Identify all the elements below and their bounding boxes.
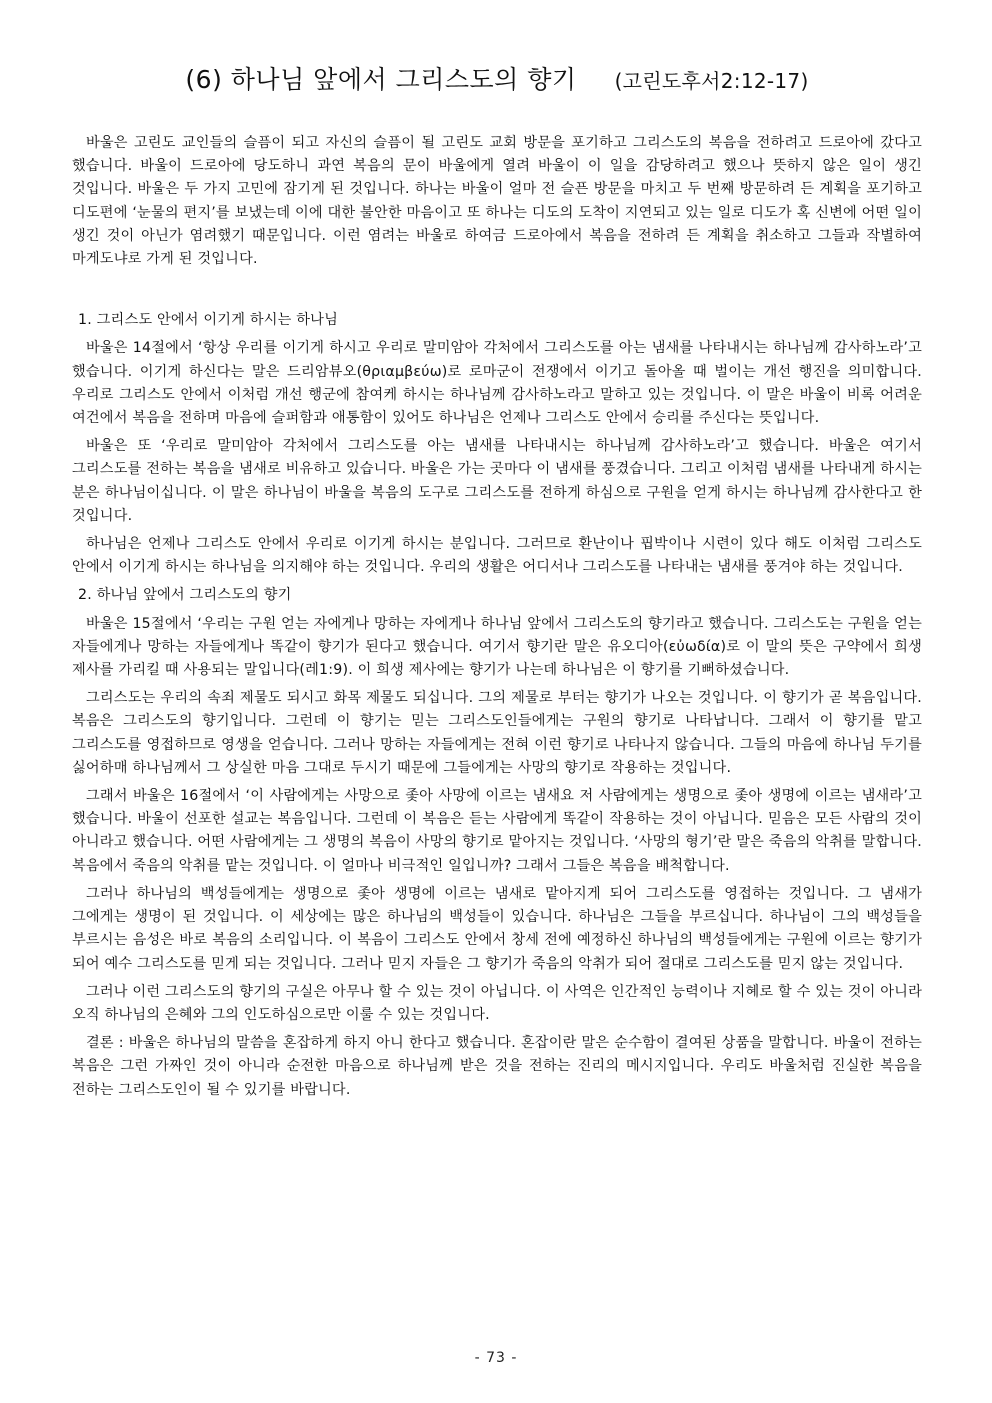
page-title: (6) 하나님 앞에서 그리스도의 향기 xyxy=(185,65,577,94)
title-row xyxy=(72,60,922,96)
conclusion-paragraph: 결론 : 바울은 하나님의 말씀을 혼잡하게 하지 아니 한다고 했습니다. 혼잡이란 말은 순수함이 결여된 상품을 말합니다. 바울이 전하는 복음은 그런 가짜인 것이 아니라 순전한 마음으로 하나님께 받은 것을 전하는 진리의 메시지입니다. 우리도 바울처럼 진실한 복음을 전하는 그리스도인이 될 수 있기를 바랍니다. xyxy=(72,1035,922,1098)
scripture-reference: (고린도후서2:12-17) xyxy=(614,69,809,93)
section2-paragraph: 바울은 15절에서 ‘우리는 구원 얻는 자에게나 망하는 자에게나 하나님 앞에서 그리스도의 향기라고 했습니다. 그리스도는 구원을 얻는 자들에게나 망하는 자들에게나 똑같이 향기가 된다고 했습니다. 여기서 향기란 말은 유오디아(εὐωδία)로 이 말의 뜻은 구약에서 희생 제사를 가리킬 때 사용되는 말입니다(레1:9). 이 희생 제사에는 향기가 나는데 하나님은 이 향기를 기뻐하셨습니다. xyxy=(72,615,922,679)
intro-paragraph: 바울은 고린도 교인들의 슬픔이 되고 자신의 슬픔이 될 고린도 교회 방문을 포기하고 그리스도의 복음을 전하려고 드로아에 갔다고 했습니다. 바울이 드로아에 당도하니 과연 복음의 문이 바울에게 열려 바울이 이 일을 감당하려고 했으나 뜻하지 않은 일이 생긴 것입니다. 바울은 두 가지 고민에 잠기게 된 것입니다. 하나는 바울이 얼마 전 슬픈 방문을 마치고 두 번째 방문하려 든 계획을 포기하고 디도편에 ‘눈물의 편지’를 보냈는데 이에 대한 불안한 마음이고 또 하나는 디도의 도착이 지연되고 있는 일로 디도가 혹 신변에 어떤 일이 생긴 것이 아닌가 염려했기 때문입니다. 이런 염려는 바울로 하여금 드로아에서 복음을 전하려 든 계획을 취소하고 그들과 작별하여 마게도냐로 가게 된 것입니다. xyxy=(72,135,922,268)
section1-paragraph: 하나님은 언제나 그리스도 안에서 우리로 이기게 하시는 분입니다. 그러므로 환난이나 핍박이나 시련이 있다 해도 이처럼 그리스도 안에서 이기게 하시는 하나님을 의지해야 하는 것입니다. 우리의 생활은 어디서나 그리스도를 나타내는 냄새를 풍겨야 하는 것입니다. xyxy=(72,536,922,576)
section1-paragraph: 바울은 또 ‘우리로 말미암아 각처에서 그리스도를 아는 냄새를 나타내시는 하나님께 감사하노라’고 했습니다. 바울은 여기서 그리스도를 전하는 복음을 냄새로 비유하고 있습니다. 바울은 가는 곳마다 이 냄새를 풍겼습니다. 그리고 이처럼 냄새를 나타내게 하시는 분은 하나님이십니다. 이 말은 하나님이 바울을 복음의 도구로 그리스도를 전하게 하심으로 구원을 얻게 하시는 하나님께 감사한다고 한 것입니다. xyxy=(72,438,922,524)
section1-paragraph: 바울은 14절에서 ‘항상 우리를 이기게 하시고 우리로 말미암아 각처에서 그리스도를 아는 냄새를 나타내시는 하나님께 감사하노라’고 했습니다. 이기게 하신다는 말은 드리암뷰오(θριαμβεύω)로 로마군이 전쟁에서 이기고 돌아올 때 벌이는 개선 행진을 의미합니다. 우리로 그리스도 안에서 이처럼 개선 행군에 참여케 하시는 하나님께 감사하노라고 말하고 있는 것입니다. 이 말은 바울이 비록 어려운 여건에서 복음을 전하며 마음에 슬퍼함과 애통함이 있어도 하나님은 언제나 그리스도 안에서 승리를 주신다는 뜻입니다. xyxy=(72,340,922,427)
document-page xyxy=(72,60,922,1107)
page-number: - 73 - xyxy=(474,1350,518,1366)
section2-paragraph: 그리스도는 우리의 속죄 제물도 되시고 화목 제물도 되십니다. 그의 제물로 부터는 향기가 나오는 것입니다. 이 향기가 곧 복음입니다. 복음은 그리스도의 향기입니다. 그런데 이 향기는 믿는 그리스도인들에게는 구원의 향기로 나타납니다. 그래서 이 향기를 맡고 그리스도를 영접하므로 영생을 얻습니다. 그러나 망하는 자들에게는 전혀 이런 향기로 나타나지 않습니다. 그들의 마음에 하나님 두기를 싫어하매 하나님께서 그 상실한 마음 그대로 두시기 때문에 그들에게는 사망의 향기로 작용하는 것입니다. xyxy=(72,690,922,776)
section-heading-2: 2. 하나님 앞에서 그리스도의 향기 xyxy=(78,587,292,604)
section2-paragraph: 그래서 바울은 16절에서 ‘이 사람에게는 사망으로 좇아 사망에 이르는 냄새요 저 사람에게는 생명으로 좇아 생명에 이르는 냄새라’고 했습니다. 바울이 선포한 설교는 복음입니다. 그런데 이 복음은 듣는 사람에게 똑같이 작용하는 것이 아닙니다. 믿음은 모든 사람의 것이 아니라고 했습니다. 어떤 사람에게는 그 생명의 복음이 사망의 향기로 맡아지는 것입니다. ‘사망의 형기’란 말은 죽음의 악취를 말합니다. 복음에서 죽음의 악취를 맡는 것입니다. 이 얼마나 비극적인 일입니까? 그래서 그들은 복음을 배척합니다. xyxy=(72,788,922,874)
section2-paragraph: 그러나 하나님의 백성들에게는 생명으로 좇아 생명에 이르는 냄새로 맡아지게 되어 그리스도를 영접하는 것입니다. 그 냄새가 그에게는 생명이 된 것입니다. 이 세상에는 많은 하나님의 백성들이 있습니다. 하나님은 그들을 부르십니다. 하나님이 그의 백성들을 부르시는 음성은 바로 복음의 소리입니다. 이 복음이 그리스도 안에서 창세 전에 예정하신 하나님의 백성들에게는 구원에 이르는 향기가 되어 예수 그리스도를 믿게 되는 것입니다. 그러나 믿지 자들은 그 향기가 죽음의 악취가 되어 절대로 그리스도를 믿지 않는 것입니다. xyxy=(72,885,922,972)
section2-paragraph: 그러나 이런 그리스도의 향기의 구실은 아무나 할 수 있는 것이 아닙니다. 이 사역은 인간적인 능력이나 지혜로 할 수 있는 것이 아니라 오직 하나님의 은혜와 그의 인도하심으로만 이룰 수 있는 것입니다. xyxy=(72,983,922,1023)
section-heading-1: 1. 그리스도 안에서 이기게 하시는 하나님 xyxy=(78,312,338,329)
